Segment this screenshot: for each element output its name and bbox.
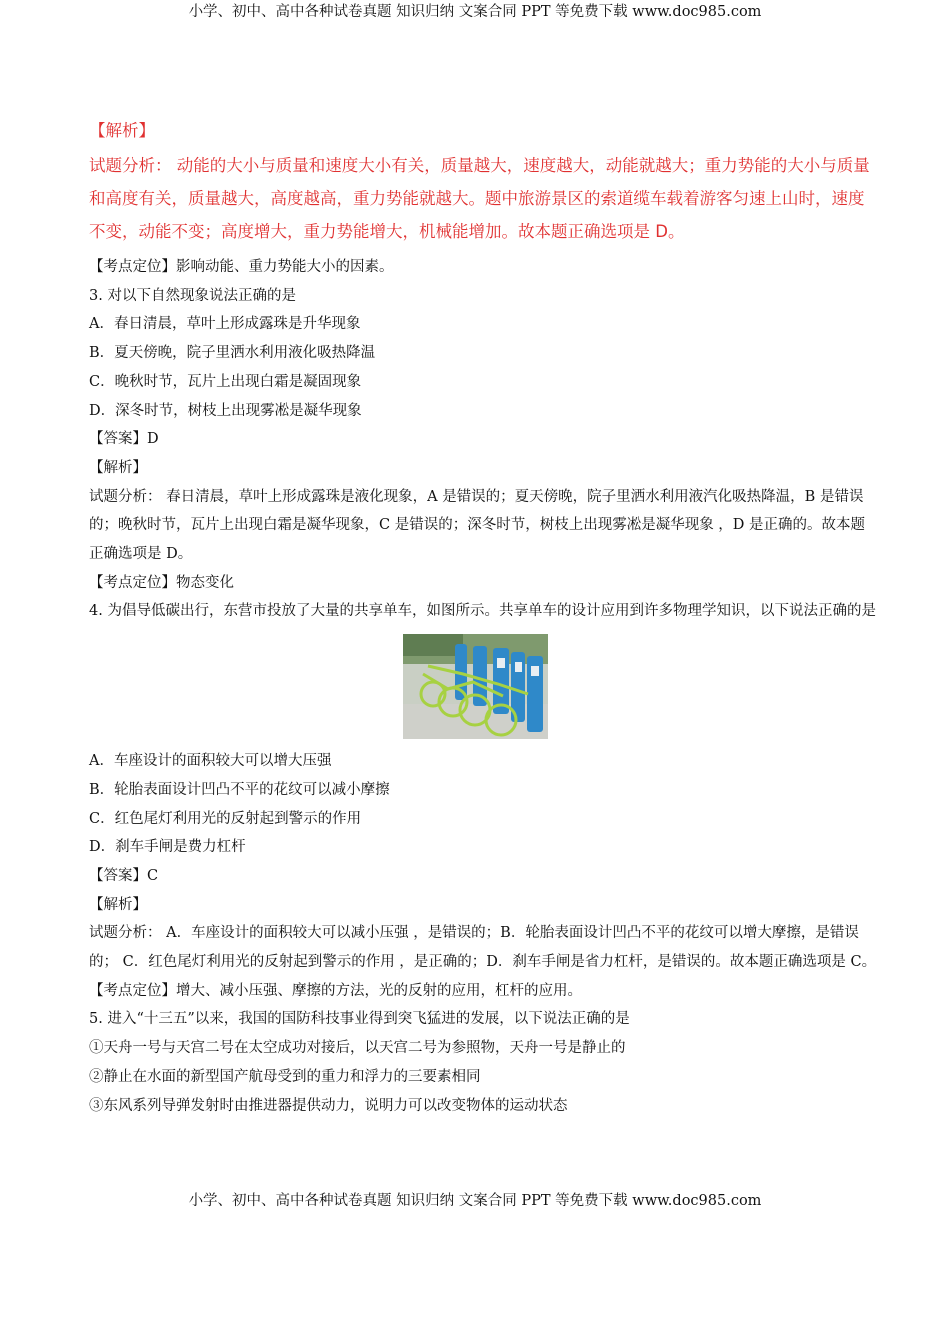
page-header: 小学、初中、高中各种试卷真题 知识归纳 文案合同 PPT 等免费下载 www.doc985.com — [188, 4, 762, 20]
q4-answer: 【答案】C — [89, 867, 159, 884]
q2-kaodian: 【考点定位】影响动能、重力势能大小的因素。 — [89, 259, 394, 275]
shared-bikes-illustration — [403, 634, 548, 739]
q3-analysis-heading: 【解析】 — [89, 459, 147, 476]
q3-option-c: C．晚秋时节，瓦片上出现白霜是凝固现象 — [89, 373, 362, 390]
shared-bikes-photo — [403, 634, 548, 739]
q5-stem: 5. 进入“十三五”以来，我国的国防科技事业得到突飞猛进的发展，以下说法正确的是 — [89, 1011, 630, 1028]
q3-option-b: B．夏天傍晚，院子里洒水利用液化吸热降温 — [89, 345, 376, 362]
q3-answer: 【答案】D — [89, 431, 159, 448]
q3-option-a: A．春日清晨，草叶上形成露珠是升华现象 — [89, 316, 361, 333]
q4-option-b: B．轮胎表面设计凹凸不平的花纹可以减小摩擦 — [89, 781, 390, 798]
q5-item-2: ②静止在水面的新型国产航母受到的重力和浮力的三要素相同 — [89, 1068, 481, 1085]
q2-analysis-heading: 【解析】 — [89, 121, 155, 140]
q3-analysis-text: 试题分析： 春日清晨，草叶上形成露珠是液化现象，A 是错误的；夏天傍晚，院子里洒水利用液汽化吸热降温，B 是错误的；晚秋时节，瓦片上出现白霜是凝华现象，C 是错误的；深冬时节，树枝上出现雾凇是凝华现象 ，D 是正确的。故本题正确选项是 D。 — [89, 488, 866, 563]
q3-kaodian: 【考点定位】物态变化 — [89, 574, 234, 591]
q2-analysis-text: 试题分析： 动能的大小与质量和速度大小有关，质量越大，速度越大，动能就越大；重力势能的大小与质量和高度有关，质量越大，高度越高，重力势能就越大。题中旅游景区的索道缆车载着游客匀速上山时，速度不变，动能不变；高度增大，重力势能增大，机械能增加。故本题正确选项是 D。 — [89, 156, 870, 241]
q4-stem: 4. 为倡导低碳出行，东营市投放了大量的共享单车，如图所示。共享单车的设计应用到许多物理学知识，以下说法正确的是 — [89, 603, 876, 620]
q4-kaodian: 【考点定位】增大、减小压强、摩擦的方法，光的反射的应用，杠杆的应用。 — [89, 982, 582, 999]
page-footer: 小学、初中、高中各种试卷真题 知识归纳 文案合同 PPT 等免费下载 www.doc985.com — [188, 1193, 762, 1209]
q4-analysis-heading: 【解析】 — [89, 896, 147, 913]
q4-option-c: C．红色尾灯利用光的反射起到警示的作用 — [89, 810, 362, 827]
page-content — [89, 253, 879, 1120]
q3-option-d: D．深冬时节，树枝上出现雾凇是凝华现象 — [89, 402, 362, 419]
q4-option-a: A．车座设计的面积较大可以增大压强 — [89, 753, 332, 770]
q2-analysis-block — [89, 117, 879, 248]
q5-item-1: ①天舟一号与天宫二号在太空成功对接后，以天宫二号为参照物，天舟一号是静止的 — [89, 1040, 626, 1057]
q5-item-3: ③东风系列导弹发射时由推进器提供动力，说明力可以改变物体的运动状态 — [89, 1097, 568, 1114]
q4-option-d: D．刹车手闸是费力杠杆 — [89, 839, 246, 856]
q3-stem: 3. 对以下自然现象说法正确的是 — [89, 287, 296, 304]
q4-analysis-text: 试题分析： A．车座设计的面积较大可以减小压强 ，是错误的；B．轮胎表面设计凹凸不平的花纹可以增大摩擦，是错误的； C．红色尾灯利用光的反射起到警示的作用 ，是正确的；D．刹车手闸是省力杠杆，是错误的。故本题正确选项是 C。 — [89, 925, 877, 971]
